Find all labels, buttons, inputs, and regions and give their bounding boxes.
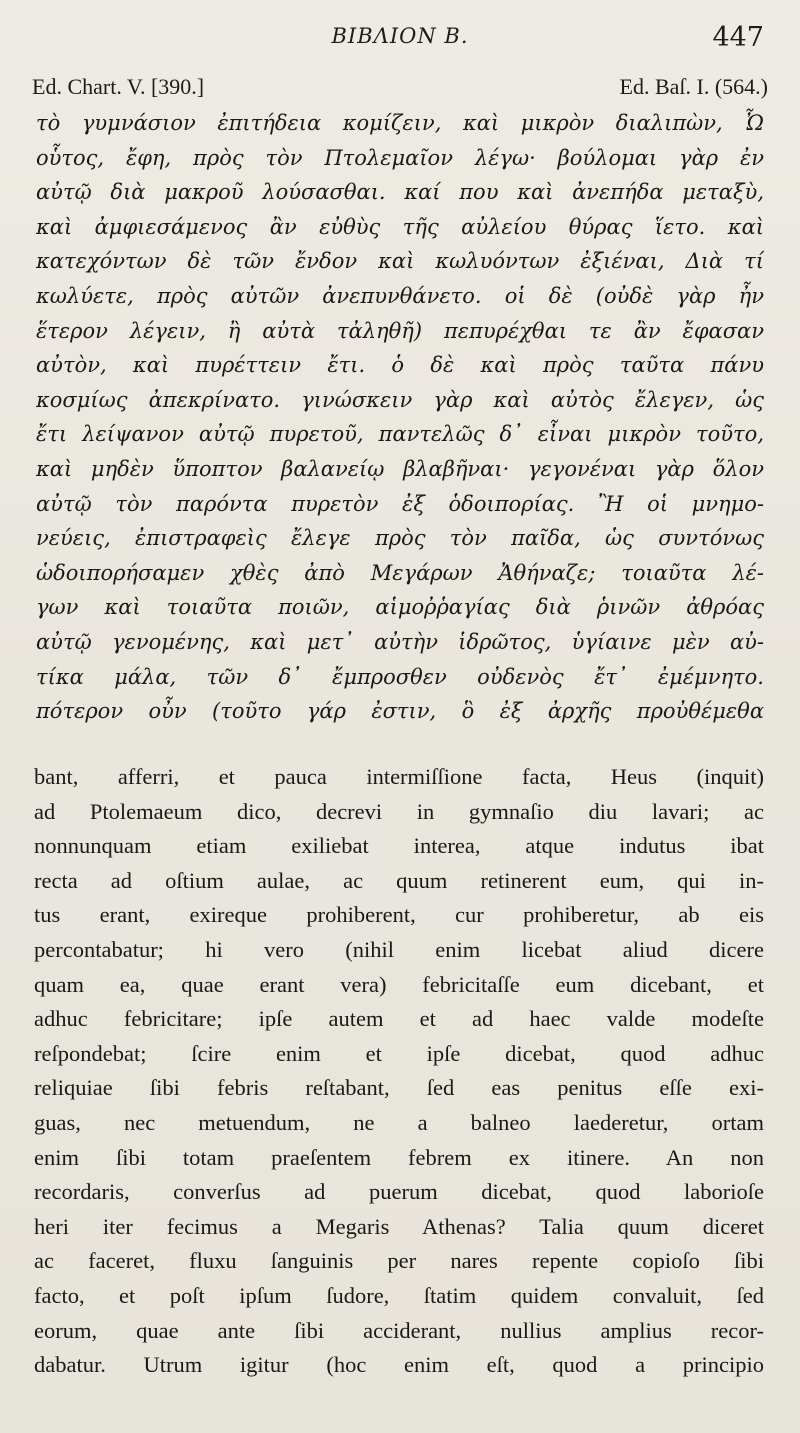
latin-text-line: enim ſibi totam praeſentem febrem ex itinere. An non [34,1144,764,1170]
greek-text-line: τίκα μάλα, τῶν δ᾽ ἔμπροσθεν οὐδενὸς ἔτ᾽ ἐμέμνητο. [36,664,764,689]
greek-text-line: κατεχόντων δὲ τῶν ἔνδον καὶ κωλυόντων ἐξιέναι, Διὰ τί [36,249,764,274]
greek-text-line: αὐτῷ διὰ μακροῦ λούσασθαι. καί που καὶ ἀνεπήδα μεταξὺ, [36,180,764,205]
greek-text-line: κοσμίως ἀπεκρίνατο. γινώσκειν γὰρ καὶ αὐτὸς ἔλεγεν, ὡς [36,387,764,412]
latin-text-line: guas, nec metuendum, ne a balneo laederetur, ortam [34,1109,764,1135]
latin-text-line: percontabatur; hi vero (nihil enim licebat aliud dicere [34,936,764,962]
latin-text-line: ad Ptolemaeum dico, decrevi in gymnaſio diu lavari; ac [34,798,764,824]
latin-translation-block [34,760,764,1383]
latin-text-line: facto, et poſt ipſum ſudore, ſtatim quidem convaluit, ſed [34,1282,764,1308]
greek-text-line: νεύεις, ἐπιστραφεὶς ἔλεγε πρὸς τὸν παῖδα, ὡς συντόνως [36,526,764,551]
running-title: BIBΛION B. [331,24,469,48]
greek-text-line: τὸ γυμνάσιον ἐπιτήδεια κομίζειν, καὶ μικρὸν διαλιπὼν, Ὦ [36,111,764,135]
greek-text-line: οὗτος, ἔφη, πρὸς τὸν Πτολεμαῖον λέγω· βούλομαι γὰρ ἐν [36,145,764,170]
greek-text-line: καὶ ἀμφιεσάμενος ἂν εὐθὺς τῆς αὐλείου θύρας ἵετο. καὶ [36,214,764,239]
page-header [0,22,800,58]
greek-text-line: ἕτερον λέγειν, ἢ αὐτὰ τἀληθῆ) πεπυρέχθαι τε ἂν ἔφασαν [36,318,764,343]
latin-text-line: reſpondebat; ſcire enim et ipſe dicebat, quod adhuc [34,1040,764,1066]
latin-text-line: recta ad oſtium aulae, ac quum retinerent eum, qui in- [34,867,764,893]
edition-chartier-reference: Ed. Chart. V. [390.] [32,74,205,99]
latin-text-line: nonnunquam etiam exiliebat interea, atque indutus ibat [34,833,764,859]
greek-text-block [36,106,764,729]
greek-text-line: αὐτὸν, καὶ πυρέττειν ἔτι. ὁ δὲ καὶ πρὸς ταῦτα πάνυ [36,353,764,378]
latin-text-line: eorum, quae ante ſibi acciderant, nullius amplius recor- [34,1317,764,1343]
greek-text-line: αὐτῷ τὸν παρόντα πυρετὸν ἐξ ὁδοιπορίας. Ἢ οἱ μνημο- [36,491,764,516]
page-number: 447 [712,22,764,53]
edition-basel-reference: Ed. Baſ. I. (564.) [619,74,768,99]
greek-text-line: γων καὶ τοιαῦτα ποιῶν, αἱμοῤῥαγίας διὰ ῥινῶν ἀθρόας [36,595,764,620]
latin-text-line: heri iter fecimus a Megaris Athenas? Talia quum diceret [34,1213,764,1239]
greek-text-line: αὐτῷ γενομένης, καὶ μετ᾽ αὐτὴν ἱδρῶτος, ὑγίαινε μὲν αὐ- [36,629,764,654]
greek-text-line: ὡδοιπορήσαμεν χθὲς ἀπὸ Μεγάρων Ἀθήναζε; τοιαῦτα λέ- [36,560,764,585]
greek-text-line: ἔτι λείψανον αὐτῷ πυρετοῦ, παντελῶς δ᾽ εἶναι μικρὸν τοῦτο, [36,422,764,447]
latin-text-line: ac faceret, fluxu ſanguinis per nares repente copioſo ſibi [34,1248,764,1274]
latin-text-line: tus erant, exireque prohiberent, cur prohiberetur, ab eis [34,902,764,928]
latin-text-line: recordaris, converſus ad puerum dicebat, quod laborioſe [34,1179,764,1205]
latin-text-line: quam ea, quae erant vera) febricitaſſe eum dicebant, et [34,971,764,997]
greek-text-line: πότερον οὖν (τοῦτο γάρ ἐστιν, ὃ ἐξ ἀρχῆς προὐθέμεθα [36,699,764,724]
edition-reference-line [32,74,768,104]
latin-text-line: reliquiae ſibi febris reſtabant, ſed eas penitus eſſe exi- [34,1075,764,1101]
latin-text-line: dabatur. Utrum igitur (hoc enim eſt, quod a principio [34,1352,764,1378]
latin-text-line: adhuc febricitare; ipſe autem et ad haec valde modeſte [34,1006,764,1032]
latin-text-line: bant, afferri, et pauca intermiſſione facta, Heus (inquit) [34,764,764,789]
greek-text-line: καὶ μηδὲν ὕποπτον βαλανείῳ βλαβῆναι· γεγονέναι γὰρ ὅλον [36,456,764,481]
greek-text-line: κωλύετε, πρὸς αὐτῶν ἀνεπυνθάνετο. οἱ δὲ (οὐδὲ γὰρ ἦν [36,283,764,308]
